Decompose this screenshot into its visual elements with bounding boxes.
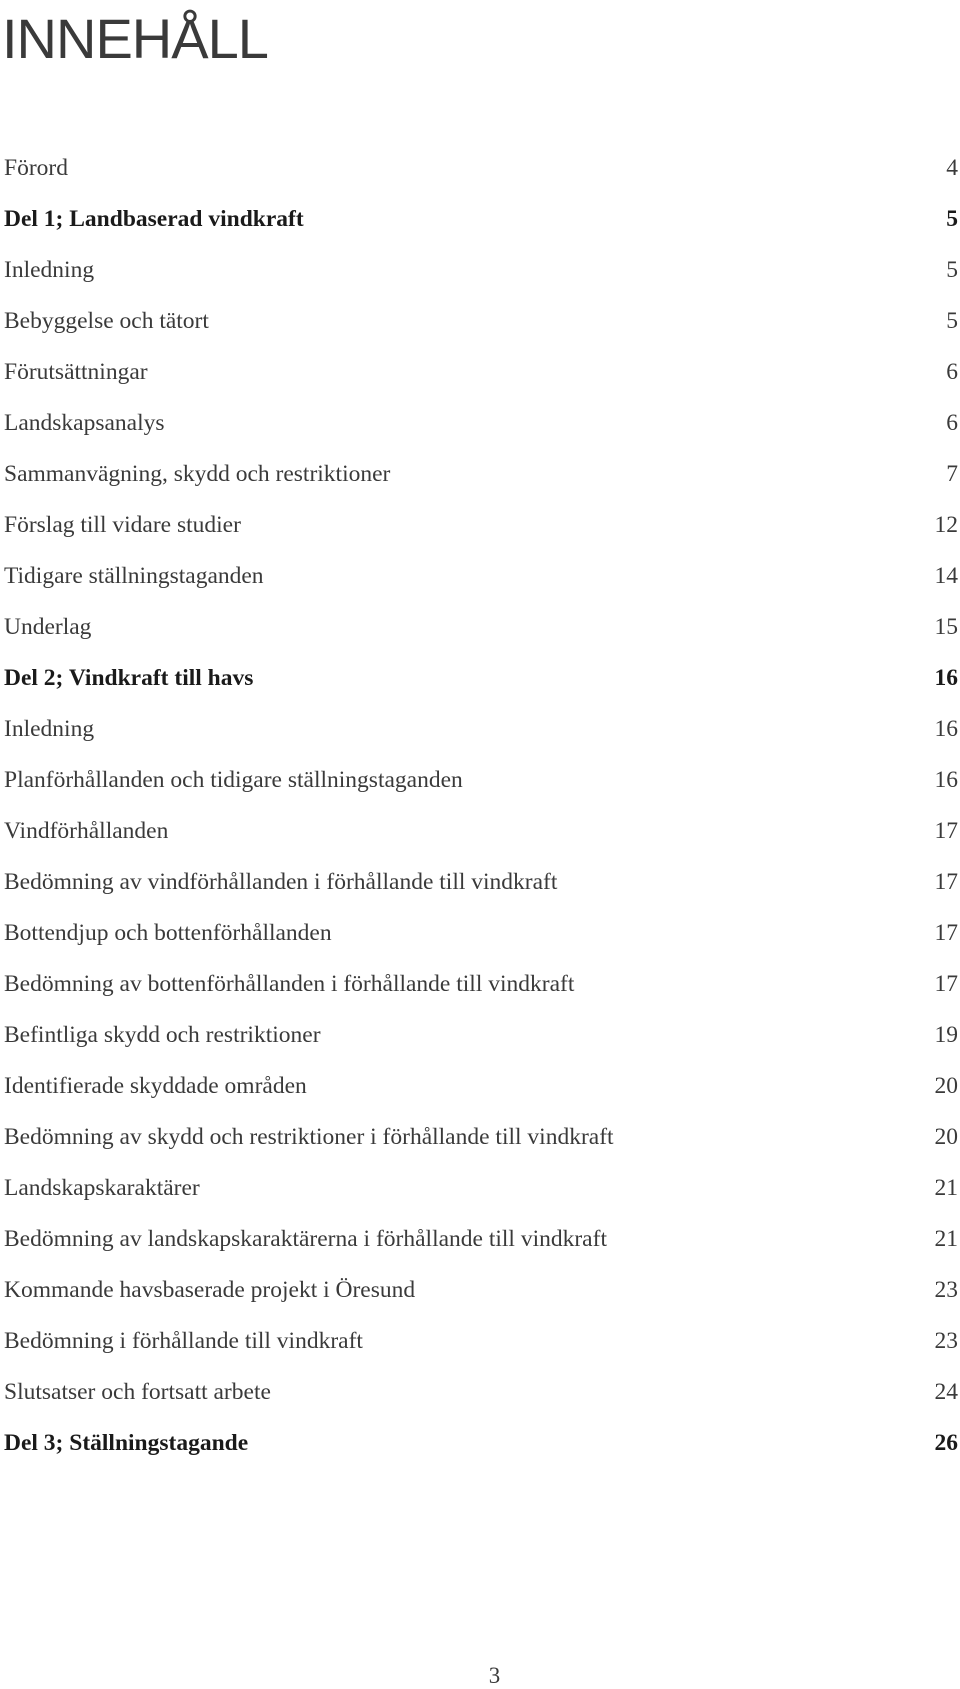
toc-section-heading [4, 1418, 958, 1469]
toc-entry [4, 347, 958, 398]
toc-entry [4, 551, 958, 602]
toc-entry [4, 704, 958, 755]
toc-entry-label: Bedömning av vindförhållanden i förhållande till vindkraft [4, 869, 558, 895]
toc-section-heading [4, 653, 958, 704]
toc-entry-label: Förutsättningar [4, 359, 148, 385]
toc-entry-page: 7 [946, 461, 958, 487]
toc-entry-label: Förslag till vidare studier [4, 512, 241, 538]
toc-entry-page: 6 [946, 359, 958, 385]
toc-entry-page: 5 [946, 308, 958, 334]
toc-entry-label: Inledning [4, 716, 95, 742]
toc-entry-page: 14 [934, 563, 958, 589]
toc-entry-page: 17 [934, 971, 958, 997]
toc-entry [4, 908, 958, 959]
toc-entry [4, 959, 958, 1010]
toc-entry [4, 1061, 958, 1112]
table-of-contents [4, 143, 958, 1469]
toc-entry-page: 26 [934, 1430, 958, 1456]
page-number: 3 [488, 1663, 501, 1688]
toc-entry-label: Bedömning av bottenförhållanden i förhållande till vindkraft [4, 971, 575, 997]
toc-entry-page: 23 [934, 1328, 958, 1354]
toc-entry-label: Landskapsanalys [4, 410, 165, 436]
toc-entry [4, 296, 958, 347]
toc-entry-page: 12 [934, 512, 958, 538]
toc-entry-page: 4 [946, 155, 958, 181]
toc-entry-label: Landskapskaraktärer [4, 1175, 200, 1201]
toc-entry-page: 20 [934, 1124, 958, 1150]
toc-entry-label: Planförhållanden och tidigare ställningstaganden [4, 767, 463, 793]
toc-entry-label: Del 3; Ställningstagande [4, 1430, 249, 1456]
toc-entry [4, 398, 958, 449]
toc-entry [4, 449, 958, 500]
page-title: INNEHÅLL [2, 7, 268, 70]
toc-entry-label: Del 1; Landbaserad vindkraft [4, 206, 304, 232]
toc-entry-label: Del 2; Vindkraft till havs [4, 665, 254, 691]
toc-entry [4, 1316, 958, 1367]
toc-entry-label: Vindförhållanden [4, 818, 169, 844]
toc-entry-page: 5 [946, 257, 958, 283]
toc-entry-page: 17 [934, 920, 958, 946]
toc-entry-page: 15 [934, 614, 958, 640]
toc-entry-label: Slutsatser och fortsatt arbete [4, 1379, 271, 1405]
toc-entry-label: Bebyggelse och tätort [4, 308, 209, 334]
toc-entry-page: 17 [934, 818, 958, 844]
toc-entry-page: 16 [934, 716, 958, 742]
toc-entry-page: 17 [934, 869, 958, 895]
toc-entry [4, 755, 958, 806]
toc-entry-label: Förord [4, 155, 68, 181]
toc-entry [4, 857, 958, 908]
toc-entry [4, 1214, 958, 1265]
toc-entry [4, 806, 958, 857]
toc-entry-label: Underlag [4, 614, 92, 640]
toc-entry [4, 143, 958, 194]
toc-entry [4, 1112, 958, 1163]
toc-entry-label: Bedömning i förhållande till vindkraft [4, 1328, 363, 1354]
toc-entry [4, 1163, 958, 1214]
toc-entry-label: Inledning [4, 257, 95, 283]
toc-entry [4, 602, 958, 653]
toc-entry-page: 21 [934, 1226, 958, 1252]
toc-entry-page: 24 [934, 1379, 958, 1405]
toc-entry-page: 6 [946, 410, 958, 436]
toc-entry [4, 1265, 958, 1316]
toc-entry [4, 500, 958, 551]
toc-entry [4, 245, 958, 296]
toc-entry-label: Kommande havsbaserade projekt i Öresund [4, 1277, 416, 1303]
toc-entry [4, 1367, 958, 1418]
toc-entry-page: 16 [934, 767, 958, 793]
toc-entry-page: 19 [934, 1022, 958, 1048]
toc-entry-label: Tidigare ställningstaganden [4, 563, 264, 589]
toc-entry [4, 1010, 958, 1061]
toc-entry-label: Identifierade skyddade områden [4, 1073, 307, 1099]
toc-entry-page: 20 [934, 1073, 958, 1099]
toc-entry-label: Befintliga skydd och restriktioner [4, 1022, 321, 1048]
toc-entry-page: 5 [946, 206, 958, 232]
toc-entry-page: 16 [934, 665, 958, 691]
toc-section-heading [4, 194, 958, 245]
toc-entry-page: 23 [934, 1277, 958, 1303]
toc-entry-label: Bottendjup och bottenförhållanden [4, 920, 332, 946]
toc-entry-label: Bedömning av skydd och restriktioner i förhållande till vindkraft [4, 1124, 614, 1150]
toc-entry-label: Bedömning av landskapskaraktärerna i förhållande till vindkraft [4, 1226, 607, 1252]
toc-entry-label: Sammanvägning, skydd och restriktioner [4, 461, 391, 487]
toc-entry-page: 21 [934, 1175, 958, 1201]
